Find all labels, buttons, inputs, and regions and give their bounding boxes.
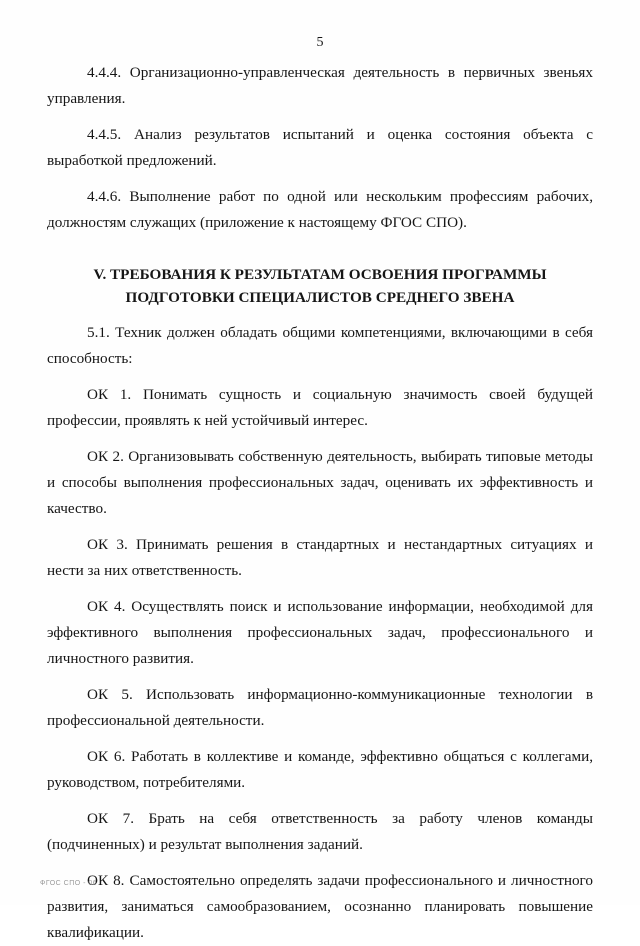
paragraph-5-1: 5.1. Техник должен обладать общими компетенциями, включающими в себя способность: [47, 324, 593, 367]
footer-mark: ФГОС СПО - 06 [40, 880, 98, 887]
competency-ok-5: ОК 5. Использовать информационно-коммуникационные технологии в профессиональной деятельности. [47, 686, 593, 729]
paragraph-4-4-6: 4.4.6. Выполнение работ по одной или нескольким профессиям рабочих, должностям служащих (приложение к настоящему ФГОС СПО). [47, 188, 593, 231]
competency-ok-3: ОК 3. Принимать решения в стандартных и нестандартных ситуациях и нести за них ответственность. [47, 536, 593, 579]
page-content [47, 60, 593, 946]
paragraph-4-4-5: 4.4.5. Анализ результатов испытаний и оценка состояния объекта с выработкой предложений. [47, 126, 593, 169]
competency-ok-1: ОК 1. Понимать сущность и социальную значимость своей будущей профессии, проявлять к ней устойчивый интерес. [47, 386, 593, 429]
competency-ok-2: ОК 2. Организовывать собственную деятельность, выбирать типовые методы и способы выполнения профессиональных задач, оценивать их эффективность и качество. [47, 448, 593, 517]
competency-ok-4: ОК 4. Осуществлять поиск и использование информации, необходимой для эффективного выполнения профессиональных задач, профессионального и личностного развития. [47, 598, 593, 667]
competency-ok-8: ОК 8. Самостоятельно определять задачи профессионального и личностного развития, заниматься самообразованием, осознанно планировать повышение квалификации. [47, 872, 593, 941]
competency-ok-7: ОК 7. Брать на себя ответственность за работу членов команды (подчиненных) и результат выполнения заданий. [47, 810, 593, 853]
section-heading-line-1: V. ТРЕБОВАНИЯ К РЕЗУЛЬТАТАМ ОСВОЕНИЯ ПРОГРАММЫ [93, 266, 547, 283]
section-heading [47, 263, 593, 309]
section-heading-line-2: ПОДГОТОВКИ СПЕЦИАЛИСТОВ СРЕДНЕГО ЗВЕНА [125, 289, 515, 306]
competency-ok-6: ОК 6. Работать в коллективе и команде, эффективно общаться с коллегами, руководством, потребителями. [47, 748, 593, 791]
paragraph-4-4-4: 4.4.4. Организационно-управленческая деятельность в первичных звеньях управления. [47, 64, 593, 107]
page-number: 5 [316, 35, 324, 50]
